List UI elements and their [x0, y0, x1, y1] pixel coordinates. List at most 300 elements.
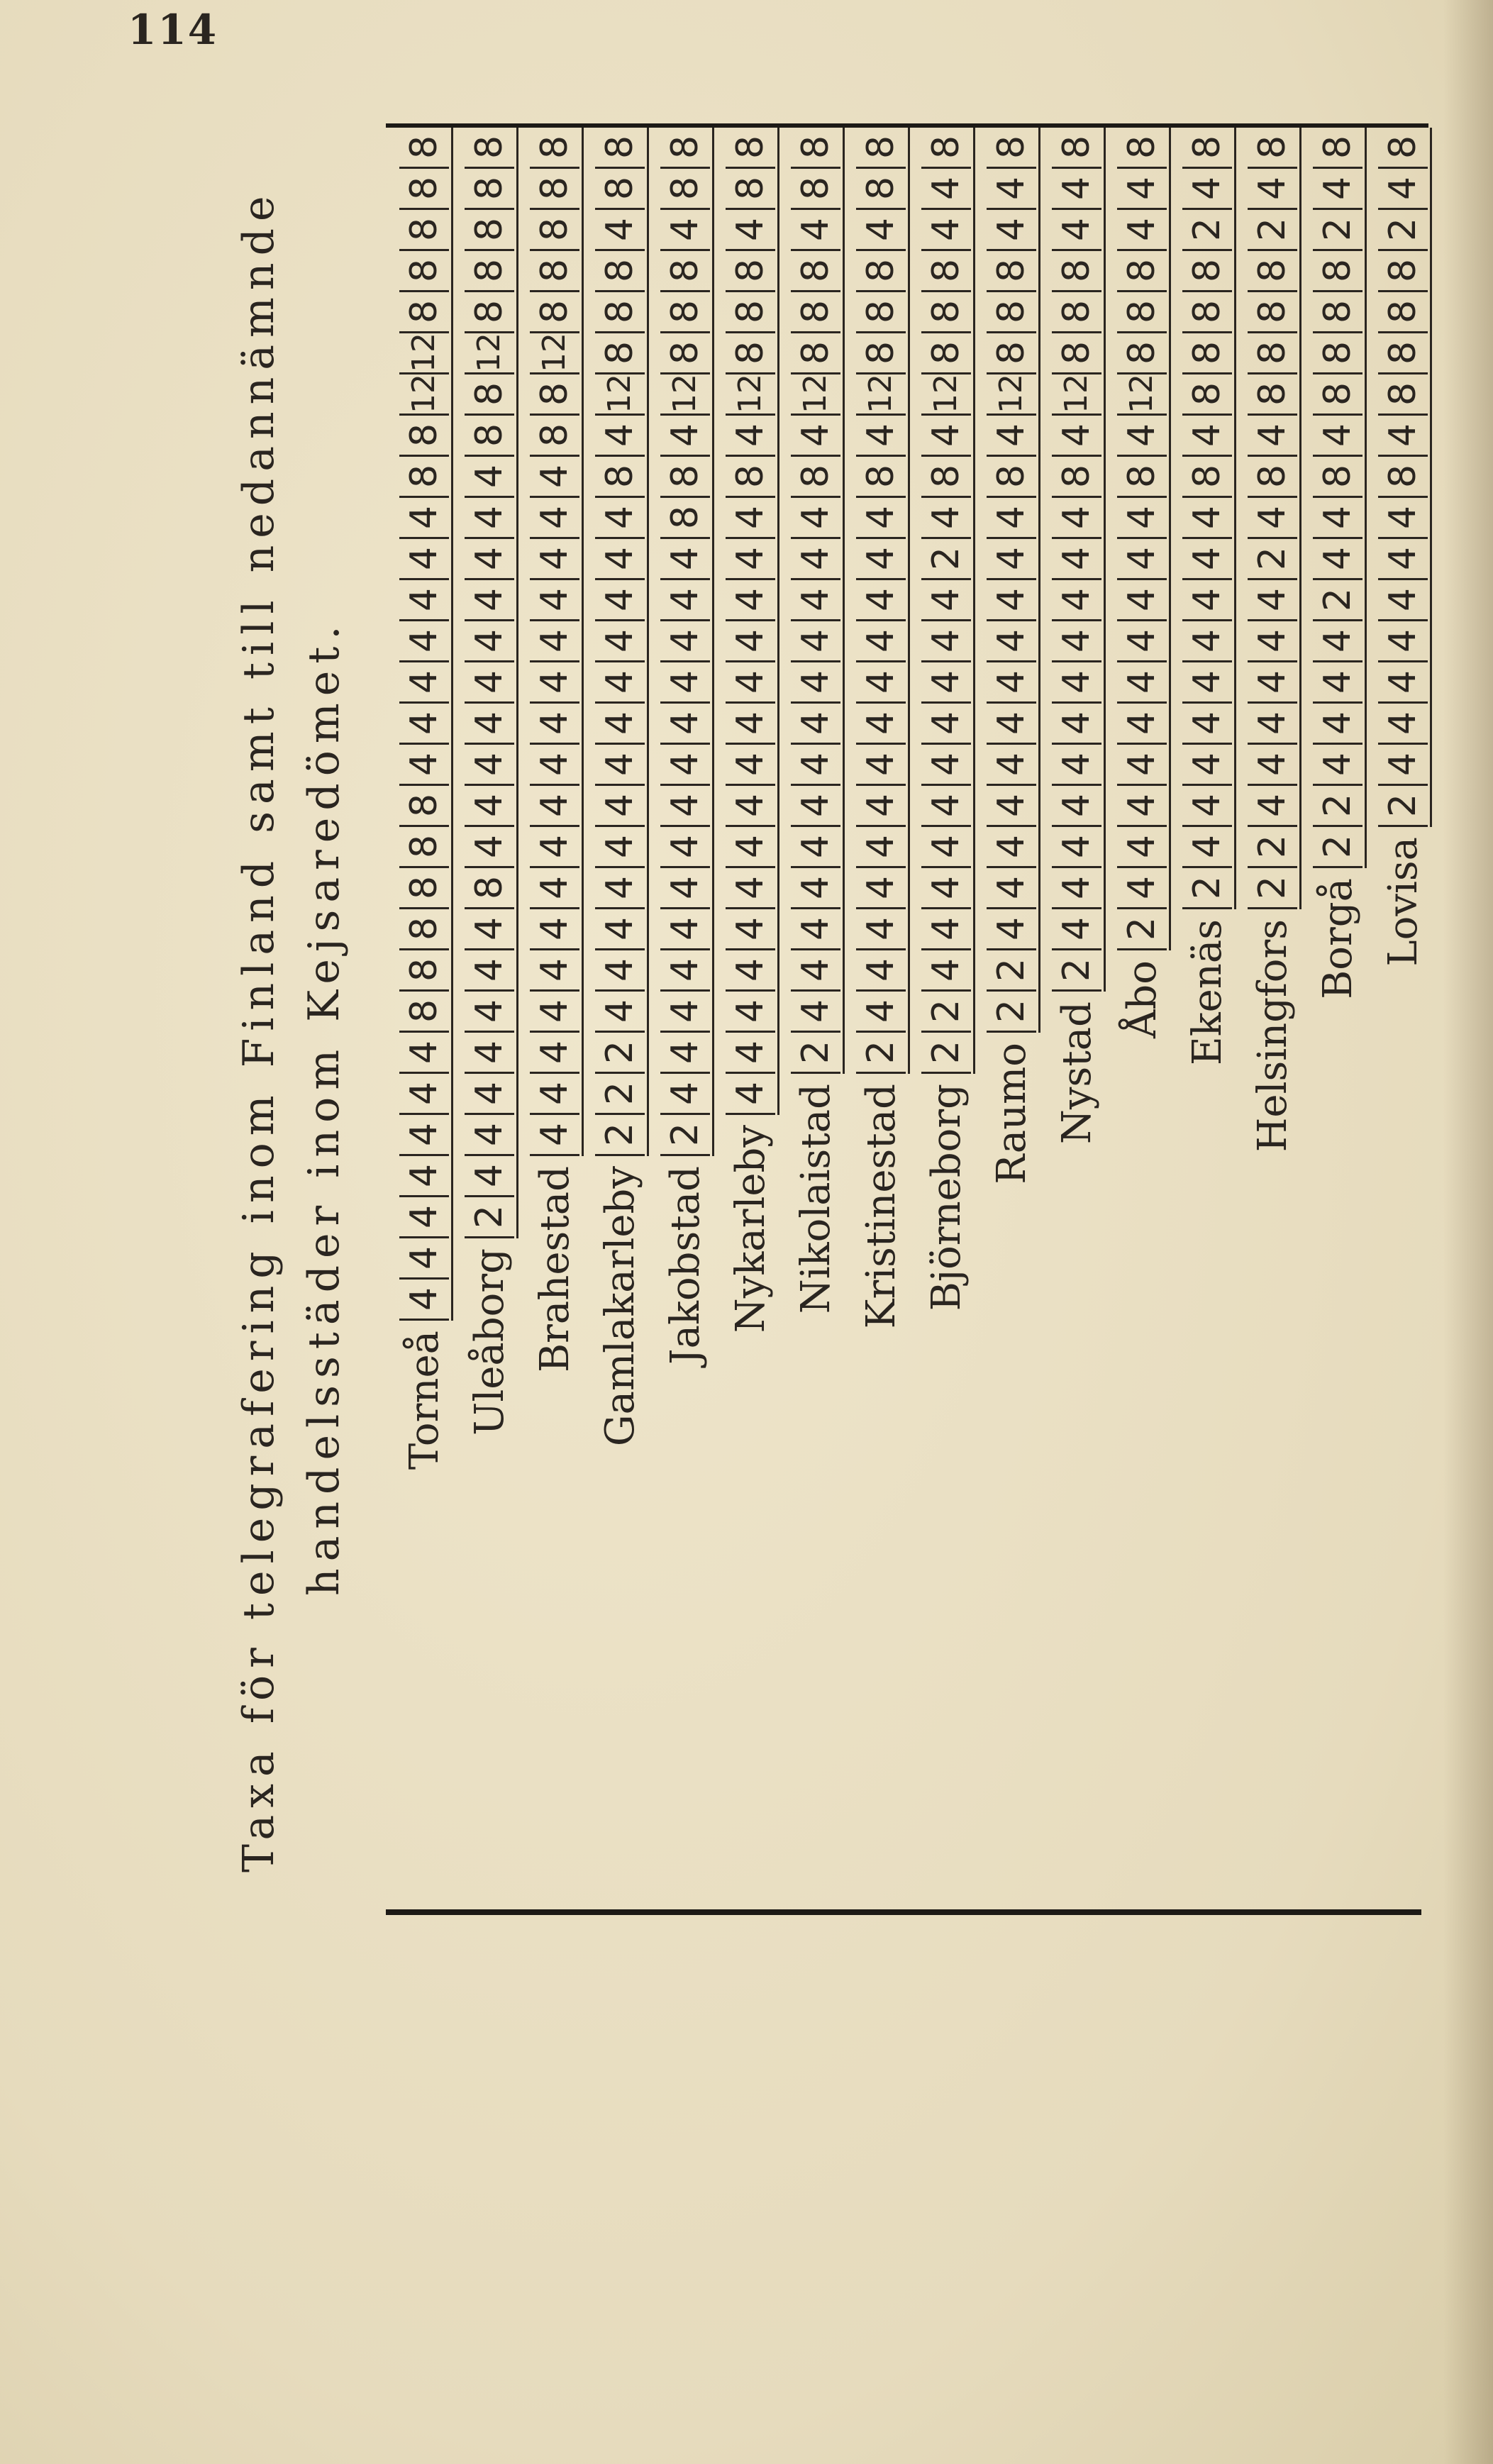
tariff-value: 8	[1378, 251, 1428, 292]
tariff-value: 4	[1313, 704, 1362, 745]
tariff-value: 4	[1182, 580, 1232, 621]
tariff-value: 4	[530, 457, 579, 498]
row-divider	[647, 128, 649, 1156]
tariff-value: 4	[595, 580, 645, 621]
tariff-value: 4	[660, 621, 710, 662]
tariff-value: 4	[465, 662, 514, 704]
tariff-value: 4	[987, 169, 1036, 210]
station-name: Jakobstad	[662, 1166, 709, 1365]
tariff-value: 4	[399, 1115, 449, 1156]
tariff-value: 8	[465, 128, 514, 169]
tariff-value: 8	[791, 128, 840, 169]
tariff-value: 8	[595, 128, 645, 169]
tariff-value: 4	[1378, 416, 1428, 457]
tariff-value: 4	[530, 909, 579, 950]
tariff-value: 12	[465, 333, 514, 374]
tariff-value: 4	[1248, 786, 1297, 827]
tariff-value: 4	[399, 621, 449, 662]
tariff-value: 8	[660, 169, 710, 210]
rotated-tariff-block	[234, 85, 1440, 1915]
tariff-value: 4	[399, 1156, 449, 1197]
tariff-value: 8	[465, 169, 514, 210]
tariff-value: 4	[1052, 621, 1101, 662]
tariff-value: 8	[399, 827, 449, 868]
tariff-value: 2	[1313, 580, 1362, 621]
tariff-value: 12	[1052, 374, 1101, 416]
tariff-value: 2	[856, 1033, 906, 1074]
page-number: 114	[128, 6, 218, 54]
tariff-value: 4	[921, 786, 971, 827]
tariff-value: 4	[921, 868, 971, 909]
tariff-value: 4	[660, 909, 710, 950]
tariff-value: 4	[595, 416, 645, 457]
tariff-value: 4	[399, 662, 449, 704]
tariff-value: 12	[987, 374, 1036, 416]
tariff-value: 4	[726, 580, 775, 621]
tariff-value: 4	[530, 992, 579, 1033]
tariff-value: 4	[987, 909, 1036, 950]
tariff-value: 4	[595, 868, 645, 909]
tariff-row	[1175, 128, 1240, 1306]
tariff-value: 8	[987, 333, 1036, 374]
tariff-value: 4	[530, 1033, 579, 1074]
tariff-value: 8	[465, 210, 514, 251]
tariff-value: 4	[595, 992, 645, 1033]
tariff-value: 2	[595, 1115, 645, 1156]
tariff-value: 4	[1182, 704, 1232, 745]
tariff-value: 8	[921, 333, 971, 374]
tariff-value: 4	[856, 416, 906, 457]
tariff-value: 4	[1052, 704, 1101, 745]
tariff-value: 4	[595, 704, 645, 745]
tariff-value: 4	[987, 827, 1036, 868]
tariff-value: 8	[399, 950, 449, 992]
tariff-value: 4	[1378, 662, 1428, 704]
tariff-value: 8	[399, 210, 449, 251]
station-name: Ekenäs	[1184, 919, 1231, 1066]
tariff-value: 8	[595, 333, 645, 374]
tariff-value: 4	[465, 909, 514, 950]
tariff-value: 8	[921, 251, 971, 292]
tariff-value: 4	[921, 909, 971, 950]
tariff-value: 8	[399, 909, 449, 950]
tariff-value: 4	[465, 950, 514, 992]
tariff-value: 4	[856, 662, 906, 704]
tariff-value: 4	[1248, 621, 1297, 662]
tariff-value: 4	[530, 1074, 579, 1115]
tariff-value: 8	[1182, 333, 1232, 374]
tariff-row	[392, 128, 457, 1718]
tariff-value: 2	[921, 992, 971, 1033]
tariff-value: 4	[726, 1074, 775, 1115]
station-name: Brahestad	[531, 1166, 578, 1372]
tariff-cells	[1378, 128, 1428, 827]
tariff-value: 4	[1117, 621, 1167, 662]
tariff-value: 4	[856, 909, 906, 950]
station-name: Nystad	[1053, 1001, 1100, 1145]
tariff-value: 2	[595, 1033, 645, 1074]
row-divider	[516, 128, 518, 1238]
tariff-value: 4	[1182, 662, 1232, 704]
tariff-value: 4	[465, 745, 514, 786]
tariff-value: 8	[660, 457, 710, 498]
tariff-value: 4	[791, 745, 840, 786]
tariff-value: 8	[987, 292, 1036, 333]
tariff-cells	[1117, 128, 1167, 950]
tariff-value: 8	[1117, 128, 1167, 169]
tariff-value: 4	[1248, 662, 1297, 704]
tariff-value: 4	[921, 621, 971, 662]
tariff-value: 8	[399, 868, 449, 909]
tariff-cells	[921, 128, 971, 1074]
table-title-line2: handelsstäder inom Kejsaredömet.	[299, 618, 349, 1596]
tariff-value: 4	[465, 1156, 514, 1197]
tariff-value: 4	[726, 827, 775, 868]
tariff-value: 2	[465, 1197, 514, 1238]
tariff-value: 4	[791, 704, 840, 745]
tariff-value: 4	[660, 1074, 710, 1115]
tariff-value: 4	[1378, 580, 1428, 621]
tariff-value: 4	[726, 992, 775, 1033]
tariff-row	[522, 128, 587, 1553]
tariff-value: 4	[921, 210, 971, 251]
tariff-value: 8	[1182, 292, 1232, 333]
station-name: Björneborg	[923, 1084, 970, 1311]
tariff-value: 2	[1313, 786, 1362, 827]
tariff-value: 8	[791, 292, 840, 333]
tariff-value: 4	[399, 1074, 449, 1115]
tariff-value: 4	[726, 210, 775, 251]
tariff-value: 8	[399, 169, 449, 210]
tariff-value: 4	[987, 662, 1036, 704]
tariff-value: 4	[791, 580, 840, 621]
tariff-value: 8	[465, 374, 514, 416]
tariff-value: 4	[660, 950, 710, 992]
tariff-value: 8	[791, 169, 840, 210]
tariff-value: 4	[1052, 169, 1101, 210]
tariff-value: 12	[1117, 374, 1167, 416]
tariff-value: 8	[856, 333, 906, 374]
tariff-value: 8	[595, 251, 645, 292]
tariff-cells	[595, 128, 645, 1156]
station-name: Gamlakarleby	[596, 1166, 643, 1447]
station-name: Helsingfors	[1249, 919, 1296, 1153]
tariff-value: 4	[660, 868, 710, 909]
tariff-value: 4	[987, 745, 1036, 786]
tariff-value: 8	[921, 457, 971, 498]
tariff-value: 4	[595, 621, 645, 662]
tariff-value: 4	[1052, 868, 1101, 909]
tariff-value: 4	[1117, 416, 1167, 457]
tariff-value: 4	[399, 1033, 449, 1074]
tariff-value: 4	[791, 950, 840, 992]
tariff-value: 4	[399, 580, 449, 621]
row-divider	[1104, 128, 1106, 992]
tariff-value: 4	[1248, 704, 1297, 745]
tariff-value: 2	[1378, 210, 1428, 251]
row-divider	[1299, 128, 1301, 909]
tariff-value: 4	[1378, 704, 1428, 745]
tariff-row	[914, 128, 979, 1471]
tariff-value: 8	[660, 498, 710, 539]
tariff-value: 8	[399, 128, 449, 169]
tariff-value: 8	[726, 333, 775, 374]
tariff-value: 8	[465, 416, 514, 457]
tariff-value: 4	[726, 539, 775, 580]
tariff-value: 2	[660, 1115, 710, 1156]
tariff-value: 8	[1313, 292, 1362, 333]
tariff-value: 4	[399, 498, 449, 539]
tariff-value: 4	[987, 580, 1036, 621]
tariff-value: 8	[1378, 292, 1428, 333]
tariff-value: 4	[465, 1115, 514, 1156]
tariff-value: 4	[921, 662, 971, 704]
tariff-value: 8	[1117, 457, 1167, 498]
tariff-value: 4	[791, 539, 840, 580]
tariff-row	[718, 128, 783, 1512]
tariff-value: 4	[465, 539, 514, 580]
tariff-value: 4	[530, 621, 579, 662]
tariff-value: 4	[1052, 745, 1101, 786]
tariff-cells	[399, 128, 449, 1321]
row-divider	[908, 128, 910, 1074]
tariff-value: 4	[1248, 745, 1297, 786]
tariff-value: 4	[856, 580, 906, 621]
tariff-value: 8	[726, 292, 775, 333]
tariff-value: 4	[726, 662, 775, 704]
tariff-value: 12	[921, 374, 971, 416]
tariff-cells	[530, 128, 579, 1156]
tariff-value: 2	[1248, 827, 1297, 868]
tariff-value: 4	[726, 868, 775, 909]
tariff-value: 4	[1117, 210, 1167, 251]
tariff-value: 4	[660, 827, 710, 868]
station-name: Nykarleby	[727, 1125, 774, 1333]
tariff-value: 4	[660, 992, 710, 1033]
row-divider	[1038, 128, 1040, 1033]
tariff-value: 8	[1182, 128, 1232, 169]
tariff-value: 4	[1182, 745, 1232, 786]
tariff-cells	[726, 128, 775, 1115]
tariff-cells	[1248, 128, 1297, 909]
tariff-value: 12	[726, 374, 775, 416]
tariff-value: 4	[1182, 169, 1232, 210]
tariff-value: 8	[595, 169, 645, 210]
row-divider	[777, 128, 779, 1115]
tariff-value: 4	[465, 1033, 514, 1074]
tariff-value: 8	[530, 292, 579, 333]
tariff-value: 8	[1313, 457, 1362, 498]
tariff-value: 8	[399, 292, 449, 333]
tariff-value: 2	[1117, 909, 1167, 950]
tariff-row	[848, 128, 914, 1471]
row-divider	[1169, 128, 1171, 950]
station-name: Kristinestad	[857, 1084, 904, 1329]
tariff-value: 4	[660, 662, 710, 704]
tariff-value: 4	[791, 827, 840, 868]
tariff-value: 8	[595, 292, 645, 333]
table-title-line1: Taxa för telegrafering inom Finland samt till nedannämnde	[234, 189, 284, 1872]
tariff-value: 4	[726, 498, 775, 539]
tariff-value: 2	[987, 950, 1036, 992]
tariff-value: 4	[530, 580, 579, 621]
tariff-value: 4	[1052, 498, 1101, 539]
tariff-value: 8	[530, 374, 579, 416]
table-bottom-rule	[386, 1909, 1421, 1915]
tariff-value: 4	[791, 909, 840, 950]
tariff-value: 4	[987, 539, 1036, 580]
tariff-cells	[465, 128, 514, 1238]
tariff-value: 4	[1248, 498, 1297, 539]
tariff-value: 8	[530, 128, 579, 169]
tariff-value: 8	[1052, 128, 1101, 169]
row-divider	[451, 128, 453, 1321]
tariff-value: 4	[921, 950, 971, 992]
tariff-value: 4	[530, 786, 579, 827]
tariff-value: 4	[1117, 662, 1167, 704]
tariff-cells	[1182, 128, 1232, 909]
tariff-value: 4	[465, 992, 514, 1033]
tariff-value: 4	[660, 745, 710, 786]
tariff-value: 12	[399, 374, 449, 416]
tariff-value: 4	[791, 498, 840, 539]
tariff-value: 4	[987, 786, 1036, 827]
tariff-value: 4	[856, 621, 906, 662]
tariff-cells	[791, 128, 840, 1074]
page-edge-shadow	[1443, 0, 1493, 2464]
tariff-value: 4	[1117, 539, 1167, 580]
tariff-value: 8	[1117, 292, 1167, 333]
tariff-value: 4	[1313, 621, 1362, 662]
tariff-value: 4	[1378, 169, 1428, 210]
tariff-value: 8	[1248, 374, 1297, 416]
tariff-cells	[1313, 128, 1362, 868]
tariff-value: 4	[660, 210, 710, 251]
tariff-value: 4	[530, 868, 579, 909]
tariff-value: 4	[726, 909, 775, 950]
tariff-value: 4	[1378, 621, 1428, 662]
tariff-value: 4	[1052, 210, 1101, 251]
row-divider	[712, 128, 714, 1156]
tariff-value: 8	[1182, 251, 1232, 292]
tariff-value: 4	[921, 827, 971, 868]
tariff-value: 8	[856, 169, 906, 210]
tariff-value: 8	[856, 292, 906, 333]
tariff-value: 8	[1313, 251, 1362, 292]
row-divider	[1365, 128, 1367, 868]
tariff-row	[1240, 128, 1305, 1306]
tariff-value: 8	[921, 128, 971, 169]
tariff-value: 8	[660, 292, 710, 333]
tariff-value: 4	[530, 827, 579, 868]
station-name: Åbo	[1119, 960, 1165, 1039]
tariff-value: 4	[1378, 745, 1428, 786]
tariff-value: 4	[1378, 498, 1428, 539]
tariff-value: 8	[530, 210, 579, 251]
tariff-value: 4	[726, 745, 775, 786]
tariff-value: 4	[921, 169, 971, 210]
tariff-value: 4	[530, 704, 579, 745]
tariff-value: 2	[1313, 210, 1362, 251]
tariff-value: 4	[1117, 498, 1167, 539]
tariff-value: 4	[399, 704, 449, 745]
tariff-value: 4	[465, 1074, 514, 1115]
tariff-value: 4	[1248, 169, 1297, 210]
tariff-value: 4	[791, 786, 840, 827]
tariff-value: 4	[856, 992, 906, 1033]
tariff-value: 4	[465, 457, 514, 498]
tariff-value: 4	[530, 498, 579, 539]
tariff-value: 8	[987, 128, 1036, 169]
tariff-value: 8	[791, 333, 840, 374]
tariff-value: 4	[399, 745, 449, 786]
tariff-value: 2	[595, 1074, 645, 1115]
tariff-value: 8	[465, 292, 514, 333]
tariff-value: 4	[530, 1115, 579, 1156]
tariff-value: 12	[595, 374, 645, 416]
tariff-value: 4	[595, 827, 645, 868]
station-name: Uleåborg	[466, 1248, 513, 1436]
tariff-value: 8	[660, 333, 710, 374]
tariff-value: 4	[1052, 909, 1101, 950]
tariff-value: 4	[1052, 416, 1101, 457]
tariff-value: 8	[1052, 292, 1101, 333]
tariff-value: 4	[660, 704, 710, 745]
tariff-value: 8	[1117, 333, 1167, 374]
tariff-value: 8	[1313, 128, 1362, 169]
tariff-value: 4	[399, 539, 449, 580]
tariff-value: 4	[1313, 498, 1362, 539]
tariff-value: 4	[726, 416, 775, 457]
tariff-value: 8	[726, 251, 775, 292]
tariff-value: 4	[921, 745, 971, 786]
tariff-cells	[856, 128, 906, 1074]
tariff-value: 4	[726, 621, 775, 662]
tariff-value: 8	[595, 457, 645, 498]
tariff-value: 4	[1313, 169, 1362, 210]
tariff-value: 4	[595, 498, 645, 539]
tariff-value: 8	[1378, 128, 1428, 169]
tariff-value: 2	[1052, 950, 1101, 992]
tariff-value: 2	[1313, 827, 1362, 868]
tariff-value: 8	[921, 292, 971, 333]
tariff-value: 4	[1248, 416, 1297, 457]
tariff-value: 4	[1182, 786, 1232, 827]
row-divider	[582, 128, 584, 1156]
tariff-value: 12	[399, 333, 449, 374]
tariff-value: 8	[791, 457, 840, 498]
row-divider	[1234, 128, 1236, 909]
tariff-value: 8	[660, 128, 710, 169]
tariff-value: 2	[987, 992, 1036, 1033]
tariff-value: 8	[1248, 128, 1297, 169]
tariff-value: 8	[1117, 251, 1167, 292]
tariff-value: 8	[1248, 333, 1297, 374]
tariff-value: 4	[987, 210, 1036, 251]
tariff-value: 4	[1313, 416, 1362, 457]
tariff-value: 4	[1117, 786, 1167, 827]
tariff-value: 2	[1248, 210, 1297, 251]
tariff-value: 4	[465, 827, 514, 868]
tariff-value: 8	[530, 169, 579, 210]
station-name: Lovisa	[1380, 837, 1426, 967]
tariff-value: 4	[1313, 745, 1362, 786]
tariff-cells	[660, 128, 710, 1156]
tariff-value: 12	[530, 333, 579, 374]
tariff-value: 4	[595, 210, 645, 251]
tariff-value: 2	[1182, 210, 1232, 251]
tariff-value: 8	[660, 251, 710, 292]
